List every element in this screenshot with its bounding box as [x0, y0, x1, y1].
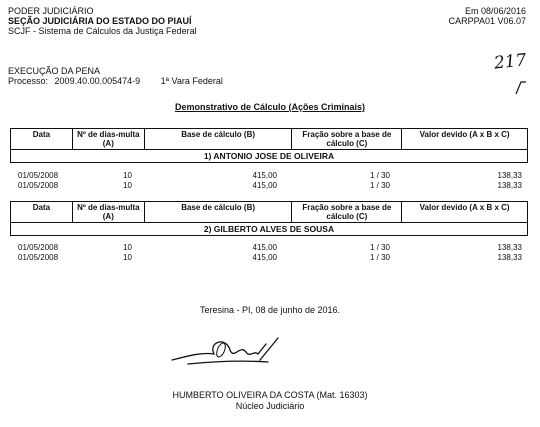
court-name: 1ª Vara Federal — [160, 76, 223, 86]
col-header-fracao: Fração sobre a base de cálculo (C) — [292, 202, 402, 223]
person-name: 1) ANTONIO JOSE DE OLIVEIRA — [11, 150, 528, 163]
handwritten-mark-icon — [514, 78, 528, 96]
place-date: Teresina - PI, 08 de junho de 2016. — [199, 305, 341, 315]
table-row — [10, 243, 528, 253]
cell-base: 415,00 — [252, 253, 277, 262]
report-date: Em 08/06/2016 — [464, 6, 526, 16]
process-number: 2009.40.00.005474-9 — [54, 76, 141, 86]
cell-dias: 10 — [123, 181, 132, 190]
case-type: EXECUÇÃO DA PENA — [8, 66, 101, 76]
person-row — [11, 150, 528, 163]
col-header-base: Base de cálculo (B) — [144, 202, 292, 223]
cell-date: 01/05/2008 — [18, 243, 59, 252]
cell-valor: 138,33 — [497, 181, 522, 190]
handwritten-page-number: 217 — [492, 50, 527, 74]
cell-fracao: 1 / 30 — [369, 181, 390, 190]
cell-fracao: 1 / 30 — [369, 171, 390, 180]
cell-fracao: 1 / 30 — [369, 243, 390, 252]
person-name: 2) GILBERTO ALVES DE SOUSA — [11, 223, 528, 236]
cell-dias: 10 — [123, 243, 132, 252]
cell-dias: 10 — [123, 253, 132, 262]
calc-table-1 — [10, 128, 528, 163]
col-header-valor: Valor devido (A x B x C) — [402, 202, 528, 223]
table-row — [10, 171, 528, 181]
calc-table-2 — [10, 201, 528, 236]
cell-valor: 138,33 — [497, 171, 522, 180]
col-header-base: Base de cálculo (B) — [144, 129, 292, 150]
cell-date: 01/05/2008 — [18, 253, 59, 262]
table-row — [10, 253, 528, 263]
system-name: SCJF - Sistema de Cálculos da Justiça Federal — [8, 26, 197, 36]
table-header-row — [11, 202, 528, 223]
document-title: Demonstrativo de Cálculo (Ações Criminais) — [174, 102, 366, 112]
cell-base: 415,00 — [252, 181, 277, 190]
cell-date: 01/05/2008 — [18, 171, 59, 180]
process-line — [8, 76, 223, 86]
org-name: PODER JUDICIÁRIO — [8, 6, 94, 16]
table-header-row — [11, 129, 528, 150]
col-header-valor: Valor devido (A x B x C) — [402, 129, 528, 150]
cell-valor: 138,33 — [497, 243, 522, 252]
cell-base: 415,00 — [252, 171, 277, 180]
signer-unit: Núcleo Judiciário — [235, 401, 305, 411]
signature-icon — [168, 330, 288, 372]
table-row — [10, 181, 528, 191]
section-name: SEÇÃO JUDICIÁRIA DO ESTADO DO PIAUÍ — [8, 16, 192, 26]
cell-base: 415,00 — [252, 243, 277, 252]
cell-date: 01/05/2008 — [18, 181, 59, 190]
person-row — [11, 223, 528, 236]
signer-name: HUMBERTO OLIVEIRA DA COSTA (Mat. 16303) — [172, 390, 368, 400]
col-header-date: Data — [11, 202, 73, 223]
cell-dias: 10 — [123, 171, 132, 180]
cell-valor: 138,33 — [497, 253, 522, 262]
process-label: Processo: — [8, 76, 49, 86]
col-header-fracao: Fração sobre a base de cálculo (C) — [292, 129, 402, 150]
cell-fracao: 1 / 30 — [369, 253, 390, 262]
col-header-dias: Nº de dias-multa (A) — [72, 129, 144, 150]
report-version: CARPPA01 V06.07 — [448, 16, 526, 26]
col-header-date: Data — [11, 129, 73, 150]
col-header-dias: Nº de dias-multa (A) — [72, 202, 144, 223]
